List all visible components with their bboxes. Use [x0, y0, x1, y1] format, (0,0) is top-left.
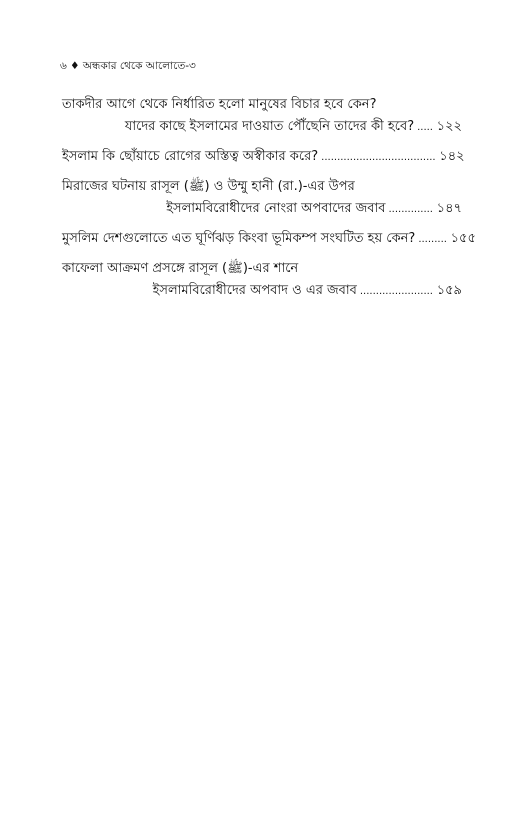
page-number: ১৪২	[439, 149, 465, 164]
toc-entry-subtitle: যাদের কাছে ইসলামের দাওয়াত পৌঁছেনি তাদের কী হবে?	[124, 119, 415, 134]
toc-entry-row	[62, 146, 465, 169]
toc-entry-3	[62, 176, 462, 221]
page-number: ১৫৫	[450, 231, 476, 246]
toc-entry-1	[62, 94, 462, 139]
page-number: ১২২	[436, 119, 462, 134]
toc-entry-title: তাকদীর আগে থেকে নির্ধারিত হলো মানুষের বিচার হবে কেন?	[62, 97, 377, 112]
leader-dots: .......................	[359, 286, 433, 297]
toc-entry-subtitle: ইসলামবিরোধীদের অপবাদ ও এর জবাব	[152, 283, 357, 298]
toc-entry-row	[62, 280, 462, 303]
leader-dots: .........	[418, 234, 447, 245]
toc-entry-row	[62, 116, 462, 139]
toc-entry-title: মিরাজের ঘটনায় রাসূল (ﷺ) ও উম্মু হানী (রা.)-এর উপর	[62, 179, 355, 194]
leader-dots: .....	[417, 122, 433, 133]
page-number: ১৪৭	[436, 201, 462, 216]
toc-entry-subtitle: ইসলামবিরোধীদের নোংরা অপবাদের জবাব	[166, 201, 386, 216]
page-number: ১৫৯	[436, 283, 462, 298]
toc-entry-title: ইসলাম কি ছোঁয়াচে রোগের অস্তিত্ব অস্বীকার করে?	[62, 149, 319, 164]
toc-entry-row	[62, 198, 462, 221]
leader-dots: ..............	[388, 204, 433, 215]
leader-dots: ....................................	[321, 152, 436, 163]
toc-entry-5	[62, 258, 462, 303]
toc-entry-title: মুসলিম দেশগুলোতে এত ঘূর্ণিঝড় কিংবা ভূমিকম্প সংঘটিত হয় কেন?	[62, 231, 416, 246]
toc-entry-2	[62, 146, 465, 169]
toc-entry-title: কাফেলা আক্রমণ প্রসঙ্গে রাসূল (ﷺ)-এর শানে	[62, 261, 299, 276]
toc-entry-4	[62, 228, 476, 251]
running-header: ৬ ♦ অন্ধকার থেকে আলোতে-৩	[60, 60, 196, 72]
toc-entry-row	[62, 228, 476, 251]
table-of-contents	[62, 94, 476, 303]
